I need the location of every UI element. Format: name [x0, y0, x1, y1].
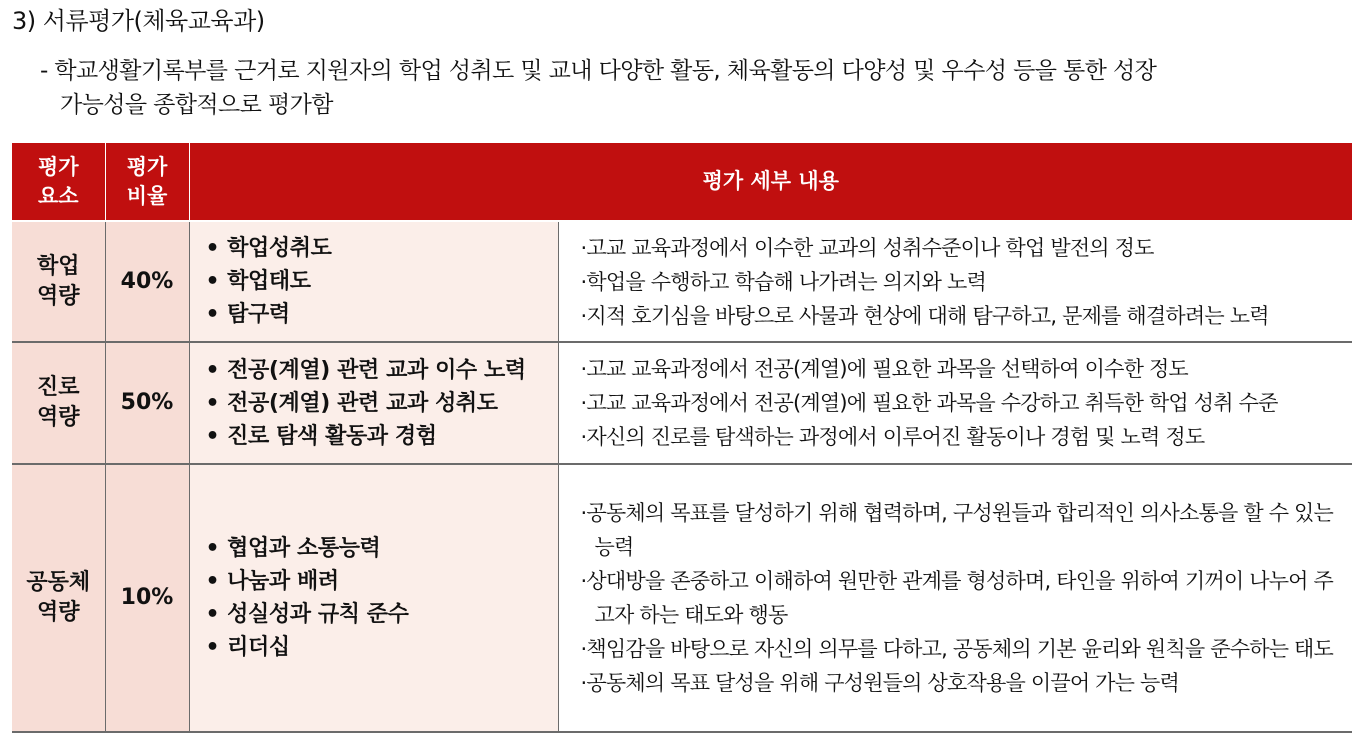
evaluation-table: [12, 143, 1352, 733]
bullet-icon: •: [205, 390, 220, 416]
item-text: 진로 탐색 활동과 경험: [227, 423, 437, 449]
table-header-row: [12, 143, 1352, 221]
row-factor: [12, 342, 105, 464]
table-row: [12, 221, 1352, 342]
item: [206, 598, 558, 631]
detail-text: 공동체의 목표 달성을 위해 구성원들의 상호작용을 이끌어 가는 능력: [586, 671, 1179, 695]
section-heading: 3) 서류평가(체육교육과): [12, 7, 265, 35]
factor-line-1: 학업: [36, 253, 80, 279]
header-ratio-line-2: 비율: [126, 183, 168, 208]
detail-text: 학업을 수행하고 학습해 나가려는 의지와 노력: [586, 269, 986, 294]
bullet-icon: •: [205, 602, 220, 627]
header-ratio: [105, 143, 189, 221]
detail-text: 책임감을 바탕으로 자신의 의무를 다하고, 공동체의 기본 윤리와 원칙을 준수하는 태도: [586, 637, 1334, 661]
description-line-2: 가능성을 종합적으로 평가함: [60, 92, 333, 118]
header-details: 평가 세부 내용: [189, 143, 1352, 221]
bullet-icon: ·: [580, 357, 587, 381]
header-factor-line-2: 요소: [37, 183, 79, 208]
row-details: [558, 221, 1352, 342]
bullet-icon: ·: [580, 637, 587, 661]
item-text: 리더십: [227, 635, 290, 660]
factor-line-2: 역량: [36, 283, 80, 309]
detail: [581, 231, 1347, 265]
bullet-icon: ·: [580, 235, 587, 260]
item-text: 전공(계열) 관련 교과 이수 노력: [227, 357, 526, 383]
item-text: 전공(계열) 관련 교과 성취도: [227, 390, 498, 416]
item-text: 나눔과 배려: [227, 569, 339, 594]
item: [206, 298, 558, 331]
header-factor-line-1: 평가: [37, 154, 79, 179]
row-details: [558, 342, 1352, 464]
detail: [581, 265, 1347, 299]
item: [206, 387, 558, 420]
bullet-icon: ·: [580, 671, 587, 695]
detail-text: 지적 호기심을 바탕으로 사물과 현상에 대해 탐구하고, 문제를 해결하려는 노력: [586, 303, 1269, 328]
item-text: 협업과 소통능력: [227, 536, 381, 561]
item-text: 성실성과 규칙 준수: [227, 602, 409, 627]
bullet-icon: •: [205, 357, 220, 383]
detail-text: 상대방을 존중하고 이해하여 원만한 관계를 형성하며, 타인을 위하여 기꺼이 나누어 주고자 하는 태도와 행동: [586, 569, 1334, 627]
bullet-icon: ·: [580, 569, 587, 593]
bullet-icon: •: [205, 302, 220, 327]
bullet-icon: ·: [580, 269, 587, 294]
bullet-icon: •: [205, 269, 220, 294]
description-line-1: [40, 54, 1156, 88]
detail-text: 공동체의 목표를 달성하기 위해 협력하며, 구성원들과 합리적인 의사소통을 할 수 있는 능력: [586, 501, 1334, 559]
bullet-icon: ·: [580, 425, 587, 449]
bullet-icon: •: [205, 236, 220, 261]
row-items: [189, 342, 558, 464]
row-ratio: 40%: [105, 221, 189, 342]
detail: [581, 496, 1347, 564]
detail: [581, 420, 1347, 454]
factor-line-2: 역량: [36, 600, 80, 625]
factor-line-1: 진로: [36, 375, 80, 400]
bullet-icon: ·: [580, 391, 587, 415]
item: [206, 232, 558, 265]
item: [206, 532, 558, 565]
description-text-1: 학교생활기록부를 근거로 지원자의 학업 성취도 및 교내 다양한 활동, 체육활동의 다양성 및 우수성 등을 통한 성장: [54, 58, 1157, 84]
factor-line-1: 공동체: [26, 570, 91, 595]
item: [206, 631, 558, 664]
factor-line-2: 역량: [36, 405, 80, 430]
detail-text: 고교 교육과정에서 이수한 교과의 성취수준이나 학업 발전의 정도: [586, 235, 1154, 260]
header-factor: [12, 143, 105, 221]
detail-text: 자신의 진로를 탐색하는 과정에서 이루어진 활동이나 경험 및 노력 정도: [586, 425, 1205, 449]
row-details: [558, 464, 1352, 732]
item: [206, 420, 558, 453]
row-items: [189, 221, 558, 342]
row-factor: [12, 464, 105, 732]
item-text: 학업성취도: [227, 236, 332, 261]
description-dash: -: [40, 58, 55, 84]
item: [206, 354, 558, 387]
bullet-icon: •: [205, 423, 220, 449]
section-description: [40, 54, 1156, 122]
detail-text: 고교 교육과정에서 전공(계열)에 필요한 과목을 수강하고 취득한 학업 성취 수준: [586, 391, 1278, 415]
item: [206, 265, 558, 298]
detail: [581, 632, 1347, 666]
bullet-icon: •: [205, 536, 220, 561]
detail: [581, 299, 1347, 333]
row-factor: [12, 221, 105, 342]
table-row: [12, 464, 1352, 732]
bullet-icon: •: [205, 635, 220, 660]
item-text: 탐구력: [227, 302, 290, 327]
row-ratio: 50%: [105, 342, 189, 464]
row-ratio: 10%: [105, 464, 189, 732]
detail: [581, 352, 1347, 386]
detail: [581, 386, 1347, 420]
detail: [581, 564, 1347, 632]
bullet-icon: ·: [580, 303, 587, 328]
detail-text: 고교 교육과정에서 전공(계열)에 필요한 과목을 선택하여 이수한 정도: [586, 357, 1188, 381]
bullet-icon: •: [205, 569, 220, 594]
item-text: 학업태도: [227, 269, 311, 294]
bullet-icon: ·: [580, 501, 587, 525]
header-ratio-line-1: 평가: [126, 154, 168, 179]
table-row: [12, 342, 1352, 464]
detail: [581, 666, 1347, 700]
item: [206, 565, 558, 598]
row-items: [189, 464, 558, 732]
